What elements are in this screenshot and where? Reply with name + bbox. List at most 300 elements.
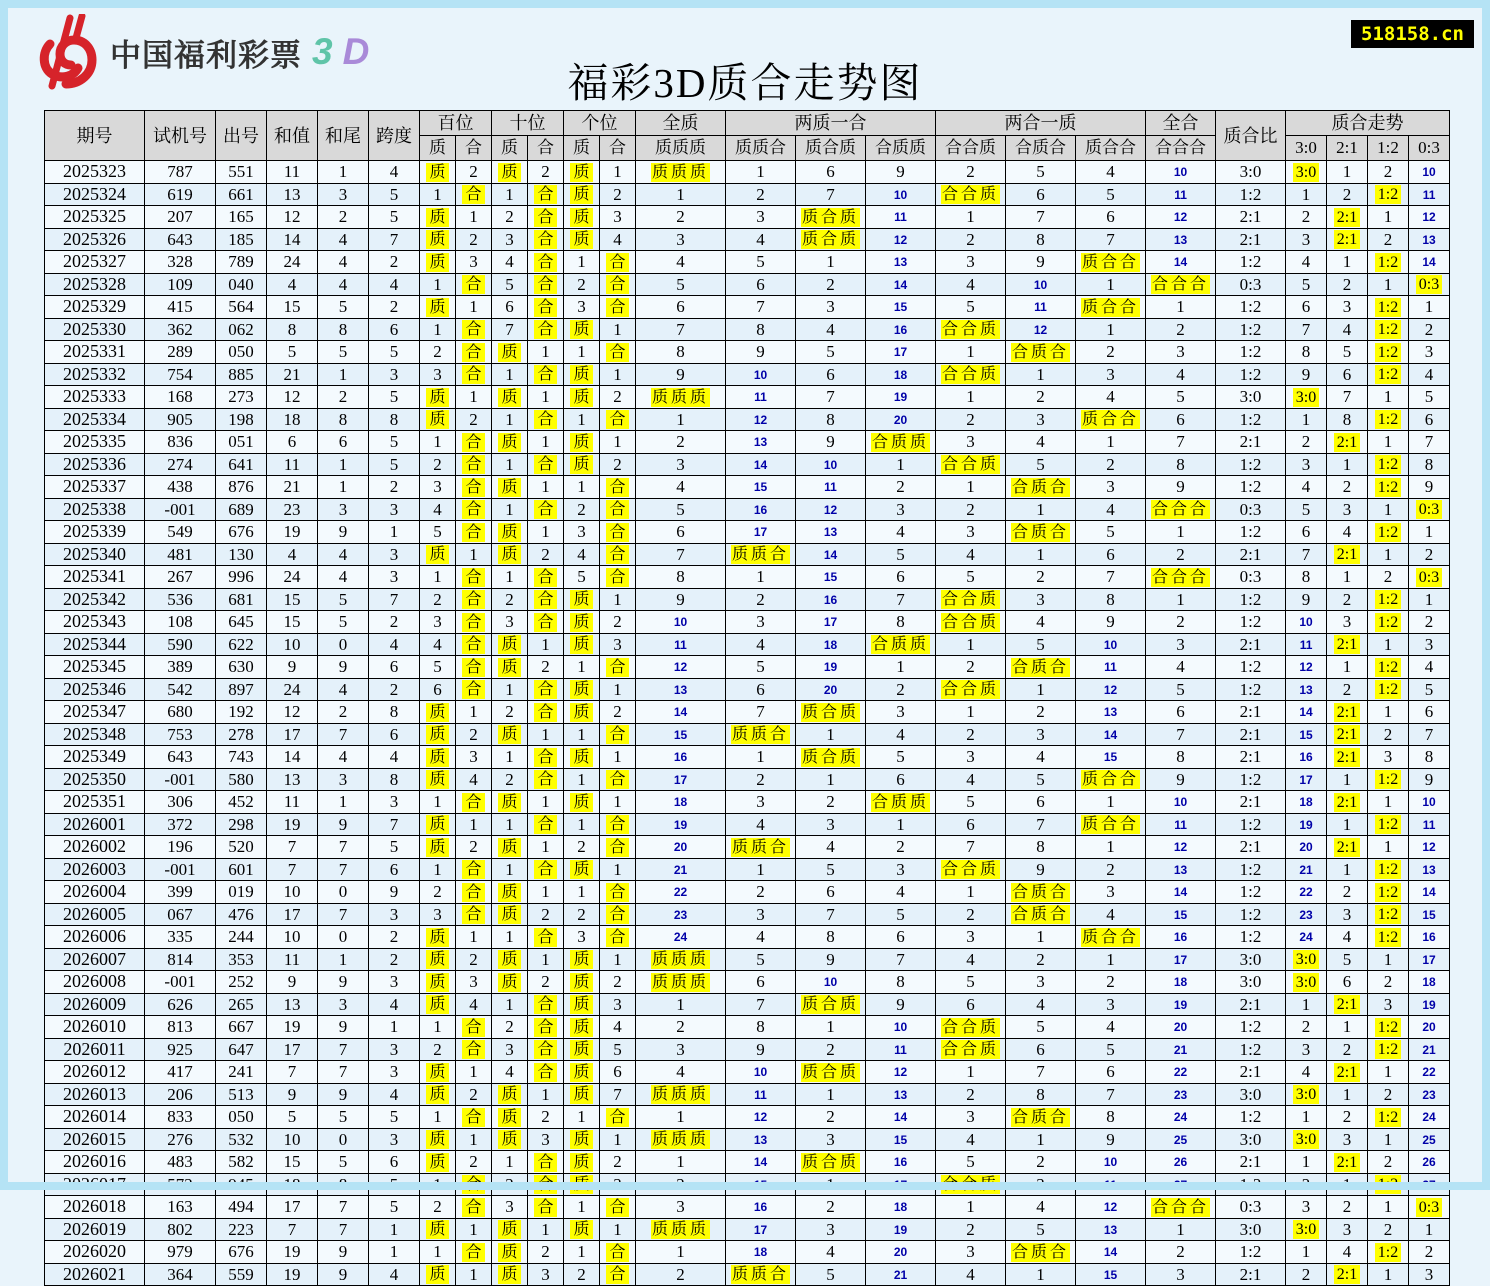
cell-sum-tail: 7 <box>318 1196 369 1219</box>
cell-bai-zhi: 3 <box>420 363 456 386</box>
cell-trend-0-3: 14 <box>1409 881 1450 904</box>
cell-trend-3-0: 2 <box>1286 1263 1327 1286</box>
cell-bai-he: 2 <box>456 948 492 971</box>
cell-trend-2-1: 6 <box>1327 971 1368 994</box>
cell-shi-zhi: 2 <box>492 206 528 229</box>
header-跨度: 跨度 <box>369 111 420 161</box>
cell-hzz: 5 <box>866 543 936 566</box>
cell-ratio: 1:2 <box>1216 476 1286 499</box>
cell-test-no: 438 <box>145 476 216 499</box>
cell-hhh: 25 <box>1146 1128 1216 1151</box>
cell-ge-he: 3 <box>600 206 636 229</box>
cell-ge-he: 2 <box>600 1151 636 1174</box>
cell-trend-1-2: 1:2 <box>1368 588 1409 611</box>
cell-ge-he: 1 <box>600 431 636 454</box>
cell-zhz: 5 <box>796 1263 866 1286</box>
cell-zzz: 2 <box>636 206 726 229</box>
cell-sum: 14 <box>267 746 318 769</box>
subheader-质: 质 <box>564 136 600 161</box>
cell-sum-tail: 1 <box>318 948 369 971</box>
cell-ratio: 1:2 <box>1216 453 1286 476</box>
cell-trend-1-2: 1:2 <box>1368 363 1409 386</box>
cell-test-no: 626 <box>145 993 216 1016</box>
table-row <box>45 926 1450 949</box>
cell-shi-zhi: 质 <box>492 341 528 364</box>
cell-sum-tail: 9 <box>318 1263 369 1286</box>
cell-bai-he: 合 <box>456 1173 492 1196</box>
cell-hzz: 合质质 <box>866 633 936 656</box>
logo-3d-three: 3 <box>312 31 333 72</box>
table-row <box>45 813 1450 836</box>
cell-trend-1-2: 1:2 <box>1368 1173 1409 1196</box>
cell-sum-tail: 4 <box>318 746 369 769</box>
cell-zhh: 质合合 <box>1076 768 1146 791</box>
cell-zzh: 17 <box>726 521 796 544</box>
cell-zhz: 质合质 <box>796 1151 866 1174</box>
cell-zhh: 4 <box>1076 498 1146 521</box>
cell-span: 2 <box>369 251 420 274</box>
cell-zhz: 质合质 <box>796 993 866 1016</box>
header-百位: 百位 <box>420 111 492 136</box>
cell-span: 4 <box>369 161 420 184</box>
cell-trend-3-0: 3:0 <box>1286 948 1327 971</box>
cell-zhh: 13 <box>1076 1218 1146 1241</box>
cell-period: 2025336 <box>45 453 145 476</box>
cell-shi-zhi: 质 <box>492 791 528 814</box>
cell-ge-zhi: 1 <box>564 1241 600 1264</box>
cell-period: 2026020 <box>45 1241 145 1264</box>
cell-sum: 11 <box>267 948 318 971</box>
cell-trend-3-0: 19 <box>1286 813 1327 836</box>
cell-shi-zhi: 质 <box>492 971 528 994</box>
cell-hhh: 21 <box>1146 1038 1216 1061</box>
cell-test-no: 979 <box>145 1241 216 1264</box>
cell-hzz: 20 <box>866 1241 936 1264</box>
cell-shi-he: 1 <box>528 386 564 409</box>
cell-test-no: -001 <box>145 971 216 994</box>
cell-test-no: 643 <box>145 228 216 251</box>
cell-zhh: 5 <box>1076 521 1146 544</box>
cell-span: 4 <box>369 1263 420 1286</box>
cell-hzh: 7 <box>1006 206 1076 229</box>
cell-span: 2 <box>369 476 420 499</box>
cell-hzh: 5 <box>1006 768 1076 791</box>
cell-shi-he: 合 <box>528 611 564 634</box>
cell-trend-0-3: 24 <box>1409 1106 1450 1129</box>
cell-zzh: 7 <box>726 993 796 1016</box>
cell-ratio: 1:2 <box>1216 1241 1286 1264</box>
cell-test-no: 549 <box>145 521 216 544</box>
cell-shi-zhi: 2 <box>492 701 528 724</box>
cell-test-no: 109 <box>145 273 216 296</box>
cell-ge-he: 3 <box>600 993 636 1016</box>
cell-trend-3-0: 15 <box>1286 723 1327 746</box>
cell-ge-zhi: 质 <box>564 588 600 611</box>
cell-ge-zhi: 质 <box>564 453 600 476</box>
cell-draw-no: 252 <box>216 971 267 994</box>
cell-draw-no: 050 <box>216 341 267 364</box>
cell-trend-1-2: 1:2 <box>1368 858 1409 881</box>
cell-sum: 17 <box>267 903 318 926</box>
cell-zzz: 质质质 <box>636 948 726 971</box>
cell-ratio: 2:1 <box>1216 746 1286 769</box>
cell-trend-0-3: 9 <box>1409 768 1450 791</box>
cell-test-no: 267 <box>145 566 216 589</box>
cell-draw-no: 298 <box>216 813 267 836</box>
cell-trend-2-1: 2 <box>1327 678 1368 701</box>
cell-ge-zhi: 1 <box>564 813 600 836</box>
cell-bai-zhi: 质 <box>420 161 456 184</box>
subheader-质合合: 质合合 <box>1076 136 1146 161</box>
cell-sum-tail: 7 <box>318 1038 369 1061</box>
cell-zhz: 3 <box>796 296 866 319</box>
cell-hhz: 2 <box>936 1083 1006 1106</box>
cell-draw-no: 520 <box>216 836 267 859</box>
cell-zhz: 13 <box>796 521 866 544</box>
cell-trend-1-2: 1:2 <box>1368 521 1409 544</box>
cell-test-no: 925 <box>145 1038 216 1061</box>
cell-trend-2-1: 7 <box>1327 386 1368 409</box>
cell-test-no: 787 <box>145 161 216 184</box>
cell-sum: 14 <box>267 228 318 251</box>
cell-shi-zhi: 质 <box>492 836 528 859</box>
cell-zzh: 3 <box>726 206 796 229</box>
cell-draw-no: 051 <box>216 431 267 454</box>
cell-zzz: 24 <box>636 926 726 949</box>
cell-trend-2-1: 3 <box>1327 903 1368 926</box>
cell-hzz: 2 <box>866 476 936 499</box>
cell-shi-he: 1 <box>528 341 564 364</box>
cell-trend-0-3: 22 <box>1409 1061 1450 1084</box>
cell-zzz: 质质质 <box>636 971 726 994</box>
cell-zhh: 6 <box>1076 1061 1146 1084</box>
cell-span: 3 <box>369 1128 420 1151</box>
cell-bai-zhi: 1 <box>420 431 456 454</box>
cell-hhz: 合合质 <box>936 1016 1006 1039</box>
cell-zzh: 质质合 <box>726 1263 796 1286</box>
cell-zzh: 2 <box>726 881 796 904</box>
cell-test-no: 196 <box>145 836 216 859</box>
cell-ratio: 0:3 <box>1216 273 1286 296</box>
cell-trend-2-1: 4 <box>1327 926 1368 949</box>
cell-zhh: 质合合 <box>1076 251 1146 274</box>
cell-trend-2-1: 2 <box>1327 183 1368 206</box>
cell-hzh: 5 <box>1006 633 1076 656</box>
cell-shi-he: 1 <box>528 836 564 859</box>
cell-zzh: 11 <box>726 386 796 409</box>
cell-ge-he: 合 <box>600 926 636 949</box>
cell-ge-he: 合 <box>600 1263 636 1286</box>
cell-period: 2025328 <box>45 273 145 296</box>
cell-bai-he: 合 <box>456 858 492 881</box>
cell-draw-no: 645 <box>216 611 267 634</box>
cell-span: 4 <box>369 273 420 296</box>
cell-sum-tail: 3 <box>318 183 369 206</box>
cell-ge-he: 合 <box>600 768 636 791</box>
cell-hzh: 11 <box>1006 296 1076 319</box>
cell-ge-zhi: 4 <box>564 543 600 566</box>
cell-hzz: 7 <box>866 948 936 971</box>
cell-zhh: 质合合 <box>1076 926 1146 949</box>
cell-ge-zhi: 1 <box>564 656 600 679</box>
cell-test-no: 590 <box>145 633 216 656</box>
cell-bai-he: 2 <box>456 1083 492 1106</box>
cell-trend-0-3: 7 <box>1409 431 1450 454</box>
cell-ratio: 2:1 <box>1216 791 1286 814</box>
cell-trend-3-0: 2 <box>1286 1016 1327 1039</box>
cell-hzh: 6 <box>1006 183 1076 206</box>
cell-zhh: 4 <box>1076 903 1146 926</box>
cell-trend-0-3: 0:3 <box>1409 498 1450 521</box>
cell-hzz: 21 <box>866 1263 936 1286</box>
cell-hhh: 14 <box>1146 881 1216 904</box>
cell-hzh: 3 <box>1006 1173 1076 1196</box>
cell-ge-zhi: 1 <box>564 341 600 364</box>
cell-ratio: 3:0 <box>1216 1083 1286 1106</box>
cell-trend-0-3: 8 <box>1409 746 1450 769</box>
cell-trend-0-3: 1 <box>1409 588 1450 611</box>
cell-shi-he: 2 <box>528 903 564 926</box>
cell-zzz: 1 <box>636 993 726 1016</box>
cell-hhh: 27 <box>1146 1173 1216 1196</box>
cell-hhz: 1 <box>936 881 1006 904</box>
cell-ratio: 3:0 <box>1216 1128 1286 1151</box>
cell-trend-1-2: 1:2 <box>1368 341 1409 364</box>
cell-trend-0-3: 21 <box>1409 1038 1450 1061</box>
cell-bai-zhi: 质 <box>420 1151 456 1174</box>
cell-trend-2-1: 1 <box>1327 813 1368 836</box>
cell-sum-tail: 0 <box>318 633 369 656</box>
cell-zhz: 10 <box>796 453 866 476</box>
cell-hhh: 16 <box>1146 926 1216 949</box>
cell-zhh: 4 <box>1076 1016 1146 1039</box>
cell-zzz: 6 <box>636 296 726 319</box>
cell-ge-he: 4 <box>600 1016 636 1039</box>
cell-sum-tail: 4 <box>318 273 369 296</box>
cell-span: 5 <box>369 1173 420 1196</box>
cell-zhh: 14 <box>1076 723 1146 746</box>
cell-draw-no: 198 <box>216 408 267 431</box>
cell-trend-2-1: 8 <box>1327 408 1368 431</box>
cell-trend-2-1: 2 <box>1327 588 1368 611</box>
cell-period: 2025323 <box>45 161 145 184</box>
cell-span: 5 <box>369 1196 420 1219</box>
cell-period: 2025348 <box>45 723 145 746</box>
cell-ratio: 2:1 <box>1216 1263 1286 1286</box>
cell-span: 3 <box>369 1038 420 1061</box>
cell-trend-3-0: 1 <box>1286 408 1327 431</box>
cell-shi-zhi: 6 <box>492 296 528 319</box>
cell-trend-0-3: 5 <box>1409 678 1450 701</box>
cell-trend-1-2: 1 <box>1368 431 1409 454</box>
cell-test-no: 680 <box>145 701 216 724</box>
cell-sum-tail: 1 <box>318 791 369 814</box>
table-row <box>45 1263 1450 1286</box>
cell-zhh: 8 <box>1076 588 1146 611</box>
cell-hzz: 9 <box>866 993 936 1016</box>
cell-sum: 11 <box>267 791 318 814</box>
table-row <box>45 993 1450 1016</box>
cell-ratio: 1:2 <box>1216 521 1286 544</box>
cell-zhz: 8 <box>796 408 866 431</box>
cell-shi-he: 合 <box>528 1196 564 1219</box>
cell-trend-0-3: 7 <box>1409 723 1450 746</box>
cell-ge-he: 合 <box>600 251 636 274</box>
cell-trend-2-1: 1 <box>1327 768 1368 791</box>
cell-hzz: 6 <box>866 768 936 791</box>
cell-trend-0-3: 19 <box>1409 993 1450 1016</box>
cell-shi-he: 合 <box>528 296 564 319</box>
cell-bai-he: 合 <box>456 521 492 544</box>
cell-zhz: 3 <box>796 1128 866 1151</box>
cell-sum-tail: 5 <box>318 1151 369 1174</box>
cell-trend-1-2: 1 <box>1368 206 1409 229</box>
cell-shi-he: 合 <box>528 1038 564 1061</box>
cell-trend-1-2: 2 <box>1368 228 1409 251</box>
cell-zhh: 7 <box>1076 1083 1146 1106</box>
cell-draw-no: 676 <box>216 1241 267 1264</box>
cell-ge-he: 1 <box>600 318 636 341</box>
cell-zhz: 15 <box>796 566 866 589</box>
table-row <box>45 588 1450 611</box>
cell-shi-he: 2 <box>528 656 564 679</box>
cell-sum-tail: 9 <box>318 521 369 544</box>
cell-trend-0-3: 2 <box>1409 318 1450 341</box>
cell-shi-he: 合 <box>528 273 564 296</box>
cell-trend-2-1: 2:1 <box>1327 431 1368 454</box>
cell-ge-he: 1 <box>600 363 636 386</box>
cell-ge-he: 2 <box>600 611 636 634</box>
cell-bai-zhi: 质 <box>420 1128 456 1151</box>
cell-hhh: 19 <box>1146 993 1216 1016</box>
cell-hzz: 19 <box>866 1218 936 1241</box>
cell-shi-zhi: 质 <box>492 161 528 184</box>
cell-shi-zhi: 7 <box>492 318 528 341</box>
cell-ge-he: 5 <box>600 1038 636 1061</box>
cell-ge-he: 2 <box>600 701 636 724</box>
cell-hhh: 15 <box>1146 903 1216 926</box>
cell-zhh: 3 <box>1076 881 1146 904</box>
cell-zzz: 4 <box>636 476 726 499</box>
cell-span: 6 <box>369 1151 420 1174</box>
cell-hhz: 4 <box>936 1128 1006 1151</box>
cell-hzz: 15 <box>866 296 936 319</box>
cell-span: 7 <box>369 228 420 251</box>
cell-shi-zhi: 2 <box>492 768 528 791</box>
cell-hhh: 1 <box>1146 588 1216 611</box>
cell-span: 4 <box>369 993 420 1016</box>
cell-hzh: 3 <box>1006 723 1076 746</box>
cell-trend-0-3: 12 <box>1409 836 1450 859</box>
cell-trend-3-0: 8 <box>1286 341 1327 364</box>
cell-zhz: 6 <box>796 363 866 386</box>
cell-zzh: 10 <box>726 1061 796 1084</box>
cell-trend-3-0: 5 <box>1286 273 1327 296</box>
cell-shi-zhi: 1 <box>492 926 528 949</box>
cell-trend-1-2: 2 <box>1368 723 1409 746</box>
cell-ratio: 2:1 <box>1216 1061 1286 1084</box>
cell-ge-he: 1 <box>600 1218 636 1241</box>
cell-sum: 24 <box>267 566 318 589</box>
cell-ratio: 3:0 <box>1216 971 1286 994</box>
cell-span: 2 <box>369 926 420 949</box>
cell-hhh: 22 <box>1146 1061 1216 1084</box>
cell-period: 2025351 <box>45 791 145 814</box>
cell-sum: 7 <box>267 1061 318 1084</box>
cell-shi-zhi: 质 <box>492 386 528 409</box>
cell-test-no: 802 <box>145 1218 216 1241</box>
cell-period: 2026021 <box>45 1263 145 1286</box>
cell-ge-he: 合 <box>600 543 636 566</box>
cell-trend-2-1: 2:1 <box>1327 1263 1368 1286</box>
cell-period: 2026018 <box>45 1196 145 1219</box>
cell-ge-he: 合 <box>600 881 636 904</box>
cell-span: 5 <box>369 836 420 859</box>
cell-trend-1-2: 1 <box>1368 633 1409 656</box>
cell-ge-he: 2 <box>600 183 636 206</box>
cell-trend-2-1: 2 <box>1327 881 1368 904</box>
cell-bai-zhi: 质 <box>420 1061 456 1084</box>
cell-shi-zhi: 质 <box>492 521 528 544</box>
cell-sum-tail: 0 <box>318 926 369 949</box>
cell-zhh: 15 <box>1076 746 1146 769</box>
cell-sum: 15 <box>267 588 318 611</box>
cell-span: 7 <box>369 588 420 611</box>
cell-period: 2025344 <box>45 633 145 656</box>
cell-trend-1-2: 1 <box>1368 543 1409 566</box>
cell-ge-zhi: 质 <box>564 318 600 341</box>
cell-ratio: 1:2 <box>1216 1173 1286 1196</box>
cell-zzh: 12 <box>726 408 796 431</box>
cell-trend-3-0: 13 <box>1286 678 1327 701</box>
cell-period: 2025325 <box>45 206 145 229</box>
cell-period: 2025330 <box>45 318 145 341</box>
cell-hzh: 12 <box>1006 318 1076 341</box>
cell-period: 2026013 <box>45 1083 145 1106</box>
table-row <box>45 206 1450 229</box>
subheader-质质质: 质质质 <box>636 136 726 161</box>
cell-shi-zhi: 1 <box>492 453 528 476</box>
cell-zzz: 6 <box>636 521 726 544</box>
cell-zhz: 4 <box>796 836 866 859</box>
cell-shi-he: 1 <box>528 1218 564 1241</box>
cell-zzh: 9 <box>726 1038 796 1061</box>
cell-bai-zhi: 1 <box>420 318 456 341</box>
cell-bai-zhi: 3 <box>420 476 456 499</box>
cell-ge-zhi: 质 <box>564 746 600 769</box>
cell-ge-zhi: 1 <box>564 476 600 499</box>
cell-hzz: 5 <box>866 903 936 926</box>
cell-hhz: 4 <box>936 543 1006 566</box>
header-个位: 个位 <box>564 111 636 136</box>
cell-test-no: 067 <box>145 903 216 926</box>
cell-zzh: 1 <box>726 858 796 881</box>
cell-period: 2026017 <box>45 1173 145 1196</box>
cell-hzz: 13 <box>866 1083 936 1106</box>
cell-period: 2025338 <box>45 498 145 521</box>
cell-hhh: 1 <box>1146 521 1216 544</box>
cell-hhz: 2 <box>936 161 1006 184</box>
cell-trend-0-3: 2 <box>1409 543 1450 566</box>
cell-bai-zhi: 3 <box>420 611 456 634</box>
cell-sum-tail: 9 <box>318 813 369 836</box>
cell-trend-1-2: 1:2 <box>1368 296 1409 319</box>
cell-trend-3-0: 18 <box>1286 791 1327 814</box>
cell-zzz: 7 <box>636 318 726 341</box>
cell-test-no: 207 <box>145 206 216 229</box>
cell-sum: 17 <box>267 723 318 746</box>
cell-zzh: 质质合 <box>726 836 796 859</box>
